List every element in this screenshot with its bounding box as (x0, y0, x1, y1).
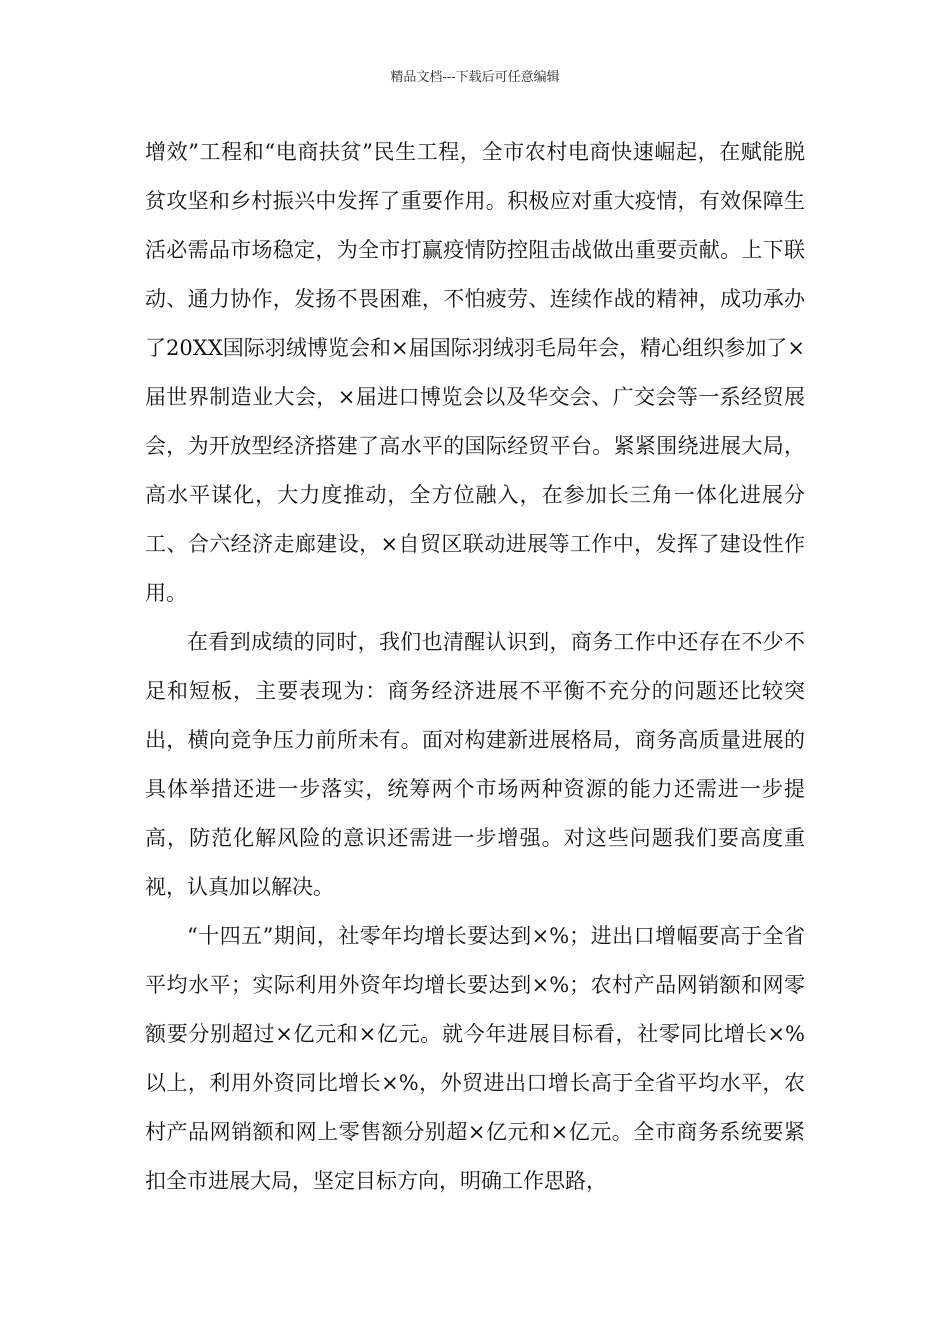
document-body (145, 128, 805, 1206)
page-header: 精品文档---下载后可任意编辑 (390, 70, 560, 85)
paragraph-achievements: 增效”工程和“电商扶贫”民生工程，全市农村电商快速崛起，在赋能脱贫攻坚和乡村振兴中发挥了重要作用。积极应对重大疫情，有效保障生活必需品市场稳定，为全市打赢疫情防控阻击战做出重要贡献。上下联动、通力协作，发扬不畏困难，不怕疲劳、连续作战的精神，成功承办了20XX国际羽绒博览会和×届国际羽绒羽毛局年会，精心组织参加了×届世界制造业大会，×届进口博览会以及华交会、广交会等一系经贸展会，为开放型经济搭建了高水平的国际经贸平台。紧紧围绕进展大局，高水平谋化，大力度推动，全方位融入，在参加长三角一体化进展分工、合六经济走廊建设，×自贸区联动进展等工作中，发挥了建设性作用。 (145, 140, 805, 605)
paragraph-targets: “十四五”期间，社零年均增长要达到×%；进出口增幅要高于全省平均水平；实际利用外资年均增长要达到×%；农村产品网销额和网零额要分别超过×亿元和×亿元。就今年进展目标看，社零同比增长×%以上，利用外资同比增长×%，外贸进出口增长高于全省平均水平，农村产品网销额和网上零售额分别超×亿元和×亿元。全市商务系统要紧扣全市进展大局，坚定目标方向，明确工作思路， (145, 924, 805, 1193)
paragraph-shortcomings: 在看到成绩的同时，我们也清醒认识到，商务工作中还存在不少不足和短板，主要表现为：商务经济进展不平衡不充分的问题还比较突出，横向竞争压力前所未有。面对构建新进展格局，商务高质量进展的具体举措还进一步落实，统筹两个市场两种资源的能力还需进一步提高，防范化解风险的意识还需进一步增强。对这些问题我们要高度重视，认真加以解决。 (145, 630, 805, 899)
